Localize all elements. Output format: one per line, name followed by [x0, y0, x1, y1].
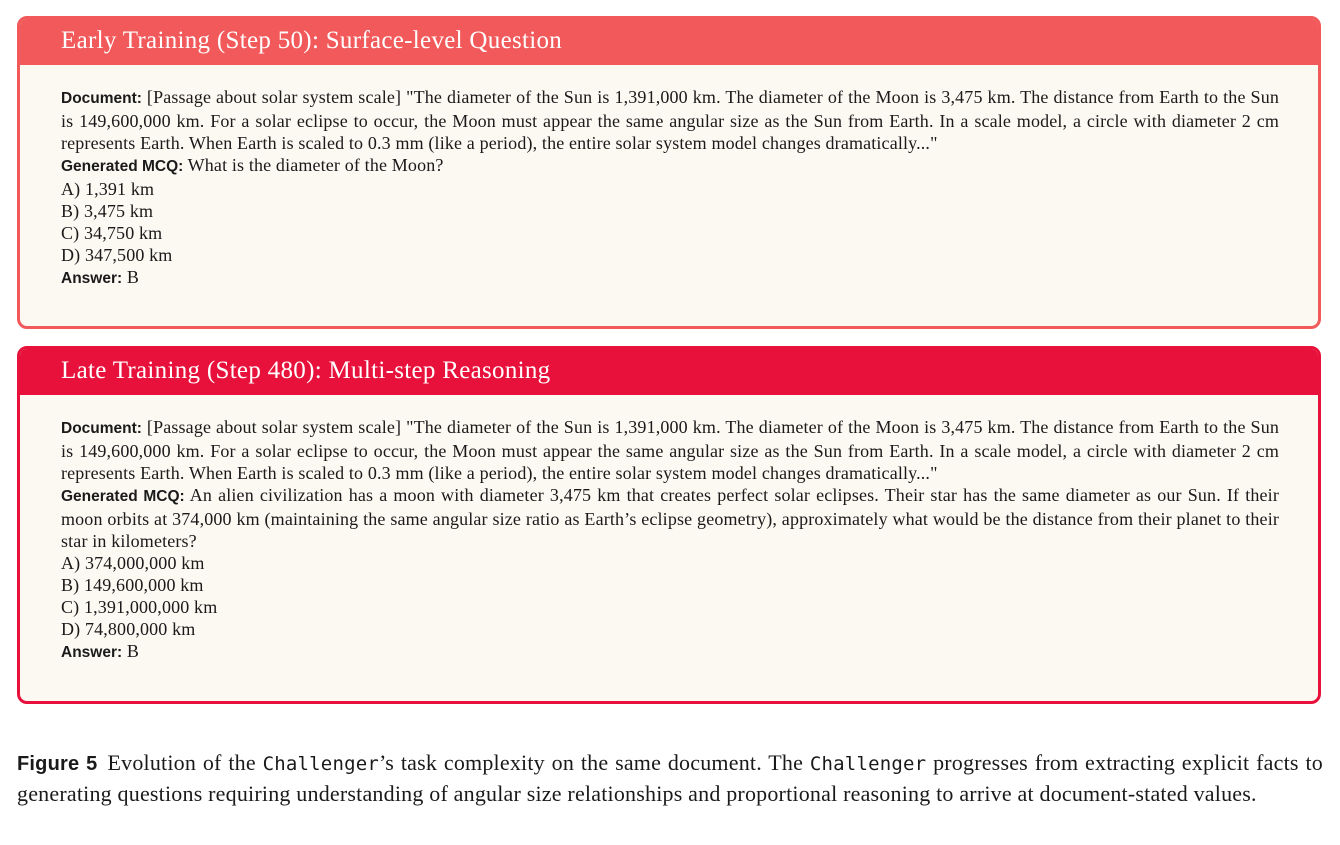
late-document-label: Document:: [61, 420, 142, 437]
caption-text-2: ’s task complexity on the same document. The: [379, 750, 810, 775]
early-mcq: [61, 154, 1279, 178]
late-question: An alien civilization has a moon with diameter 3,475 km that creates perfect solar eclipses. Their star has the same diameter as our Sun. If their moon orbits at 374,000 km (maintaining the same angular size ratio as Earth’s eclipse geometry), approximately what would be the distance from their planet to their star in kilometers?: [61, 485, 1279, 551]
early-training-box: [17, 16, 1321, 329]
late-option-c: C) 1,391,000,000 km: [61, 597, 218, 617]
early-option-b: B) 3,475 km: [61, 201, 154, 221]
figure-caption: [17, 748, 1323, 809]
early-mcq-label: Generated MCQ:: [61, 158, 184, 175]
early-question: What is the diameter of the Moon?: [187, 155, 444, 175]
late-answer: [61, 640, 1279, 664]
early-answer-value: B: [126, 267, 139, 287]
early-answer-label: Answer:: [61, 270, 123, 287]
caption-text-3: progresses from extracting explicit facts to generating questions requiring understanding of angular size relationships and proportional reasoning to arrive at document-stated values.: [17, 750, 1323, 806]
late-training-body: [20, 395, 1318, 664]
late-option-d: D) 74,800,000 km: [61, 619, 196, 639]
late-answer-value: B: [126, 641, 139, 661]
late-option-a: A) 374,000,000 km: [61, 553, 205, 573]
caption-term-challenger: Challenger: [262, 753, 379, 775]
late-document: [61, 416, 1279, 484]
late-mcq: [61, 484, 1279, 552]
caption-text-1: Evolution of the: [107, 750, 263, 775]
late-training-title: Late Training (Step 480): Multi-step Reasoning: [20, 349, 1318, 395]
late-document-text: [Passage about solar system scale] "The diameter of the Sun is 1,391,000 km. The diameter of the Moon is 3,475 km. The distance from Earth to the Sun is 149,600,000 km. For a solar eclipse to occur, the Moon must appear the same angular size as the Sun from Earth. In a scale model, a circle with diameter 2 cm represents Earth. When Earth is scaled to 0.3 mm (like a period), the entire solar system model changes dramatically...": [61, 417, 1279, 483]
late-option-b: B) 149,600,000 km: [61, 575, 204, 595]
late-mcq-label: Generated MCQ:: [61, 488, 185, 505]
early-document-text: [Passage about solar system scale] "The diameter of the Sun is 1,391,000 km. The diameter of the Moon is 3,475 km. The distance from Earth to the Sun is 149,600,000 km. For a solar eclipse to occur, the Moon must appear the same angular size as the Sun from Earth. In a scale model, a circle with diameter 2 cm represents Earth. When Earth is scaled to 0.3 mm (like a period), the entire solar system model changes dramatically...": [61, 87, 1279, 153]
early-option-d: D) 347,500 km: [61, 245, 173, 265]
early-training-body: [20, 65, 1318, 290]
late-answer-label: Answer:: [61, 644, 123, 661]
early-training-title: Early Training (Step 50): Surface-level Question: [20, 19, 1318, 65]
early-document-label: Document:: [61, 90, 142, 107]
early-option-c: C) 34,750 km: [61, 223, 163, 243]
early-answer: [61, 266, 1279, 290]
caption-term-challenger-2: Challenger: [809, 753, 927, 775]
late-training-box: [17, 346, 1321, 704]
early-document: [61, 86, 1279, 154]
figure-label: Figure 5: [17, 753, 98, 775]
early-option-a: A) 1,391 km: [61, 179, 155, 199]
